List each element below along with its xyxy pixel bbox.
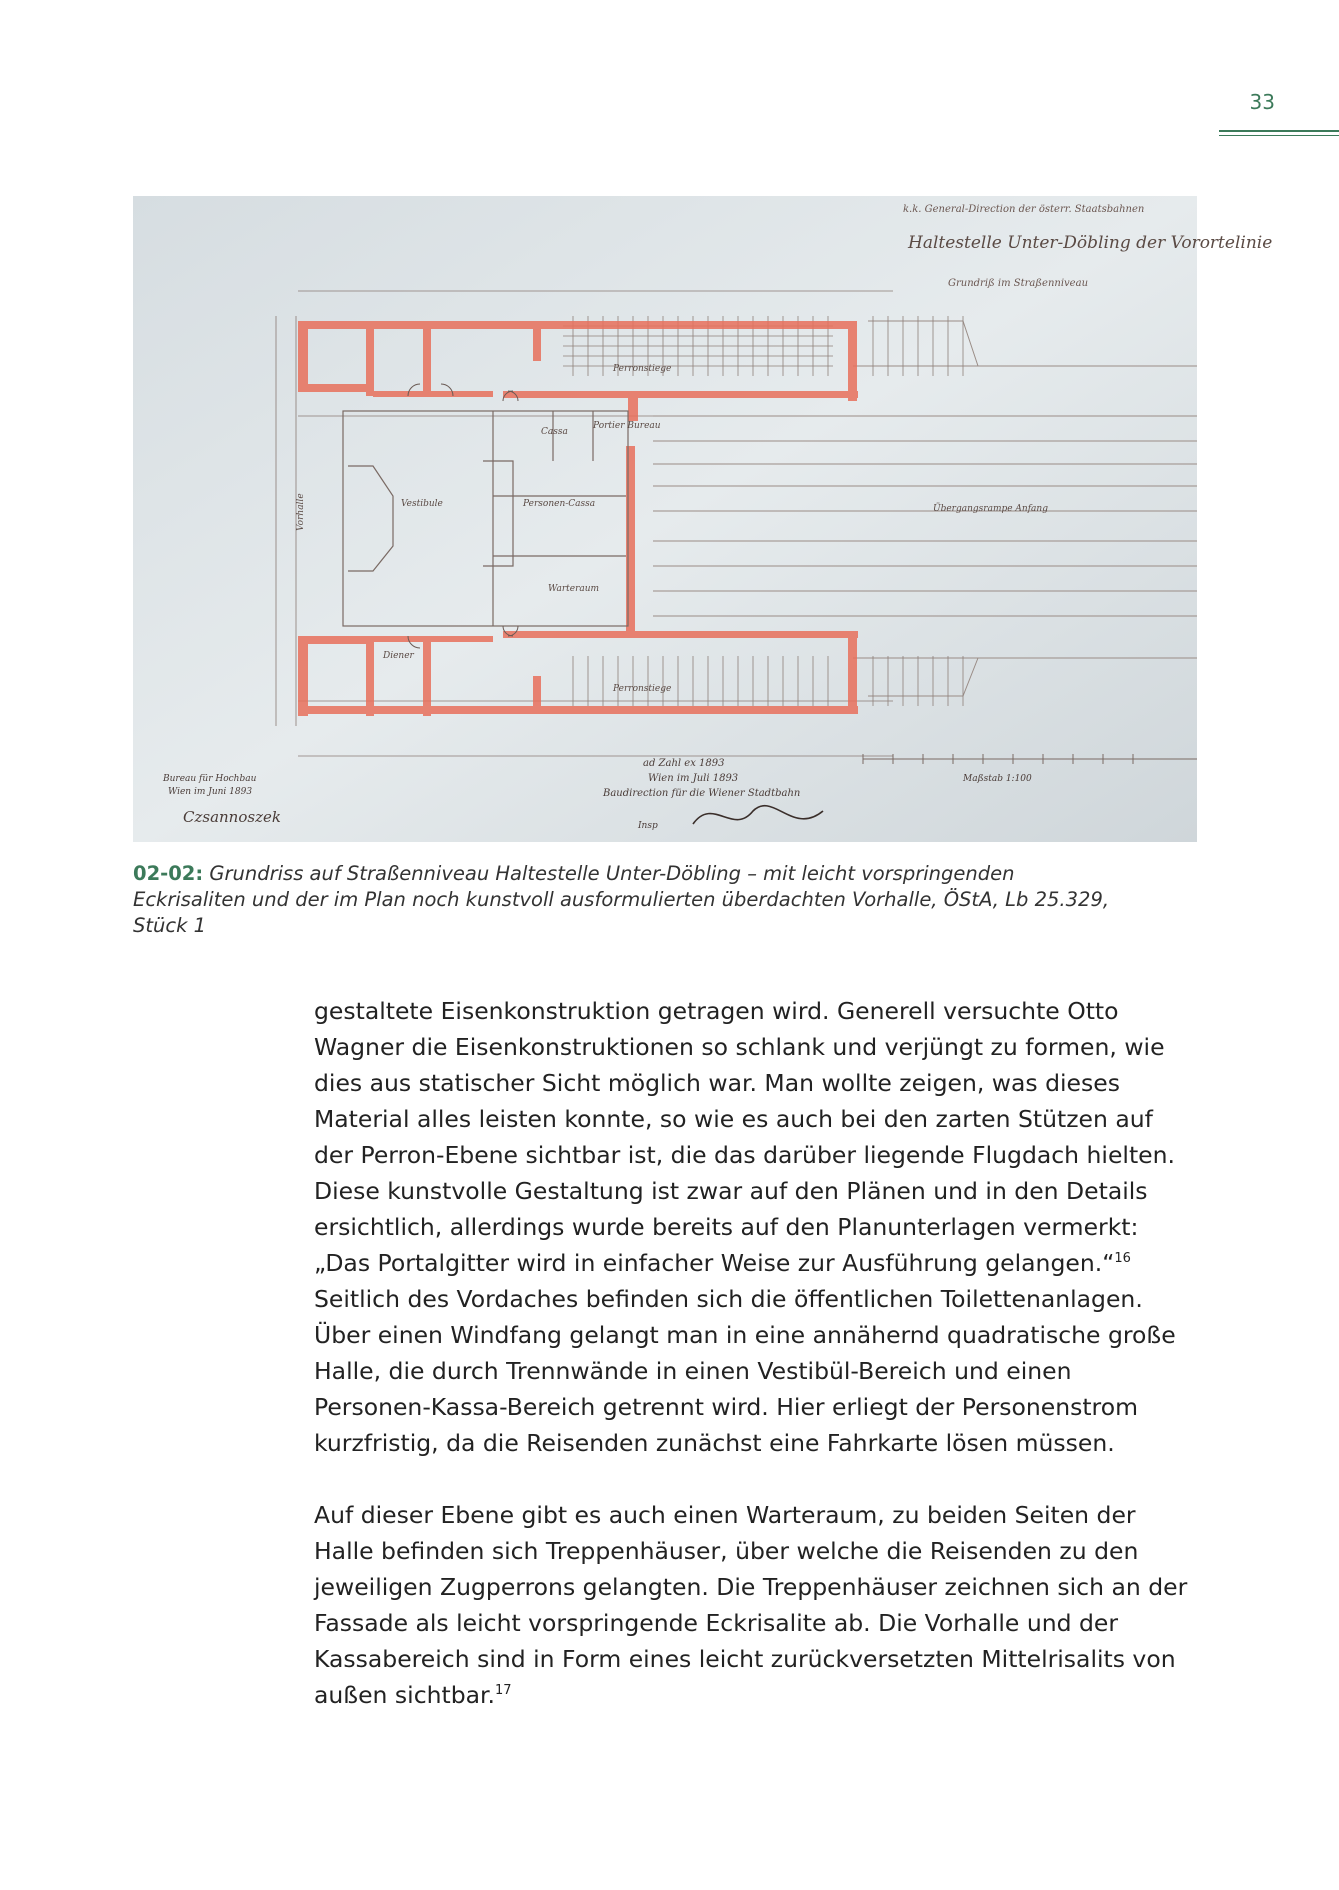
figure-caption (133, 861, 1133, 939)
label-diener: Diener (383, 651, 414, 661)
caption-text: Grundriss auf Straßenniveau Haltestelle Unter-Döbling – mit leicht vorspringenden Eckrisaliten und der im Plan noch kunstvoll ausformulierten überdachten Vorhalle, ÖStA, Lb 25.329, Stück 1 (133, 862, 1110, 937)
floor-plan-figure (133, 196, 1273, 842)
floor-plan-drawing (133, 196, 1273, 842)
paper-background (133, 196, 1197, 842)
page-rule-thin (1219, 135, 1339, 136)
label-personen-cassa: Personen-Cassa (523, 499, 596, 509)
page-rule (1219, 130, 1339, 132)
note-left-2: Wien im Juni 1893 (168, 787, 253, 797)
plan-subtitle: Grundriß im Straßenniveau (948, 278, 1089, 289)
note-center-1: ad Zahl ex 1893 (643, 758, 725, 769)
stamp-line: k.k. General-Direction der österr. Staatsbahnen (903, 204, 1145, 215)
label-uebergang: Übergangsrampe Anfang (933, 504, 1048, 514)
note-center-4: Insp (638, 821, 658, 831)
label-vestibule: Vestibule (401, 499, 443, 509)
paragraph-1-part-a: gestaltete Eisenkonstruktion getragen wird. Generell versuchte Otto Wagner die Eisenkonstruktionen so schlank und verjüngt zu formen, wie dies aus statischer Sicht möglich war. Man wollte zeigen, was dieses Material alles leisten konnte, so wie es auch bei den zarten Stützen auf der Perron-Ebene sichtbar ist, die das darüber liegende Flugdach hielten. Diese kunstvolle Gestaltung ist zwar auf den Plänen und in den Details ersichtlich, allerdings wurde bereits auf den Planunterlagen vermerkt: „Das Portalgitter wird in einfacher Weise zur Ausführung gelangen.“ (314, 997, 1175, 1277)
label-warteraum: Warteraum (548, 584, 600, 594)
label-vorhalle: Vorhalle (296, 493, 306, 531)
note-center-2: Wien im Juli 1893 (648, 773, 739, 784)
body-text (314, 993, 1194, 1713)
label-portier: Portier Bureau (593, 421, 661, 431)
caption-label: 02-02: (133, 862, 204, 885)
paragraph-1-part-b: Seitlich des Vordaches befinden sich die öffentlichen Toilettenanlagen. Über einen Windfang gelangt man in eine annähernd quadratische große Halle, die durch Trennwände in einen Vestibül-Bereich und einen Personen-Kassa-Bereich getrennt wird. Hier erliegt der Personenstrom kurzfristig, da die Reisenden zunächst eine Fahrkarte lösen müssen. (314, 1285, 1176, 1457)
footnote-17: 17 (495, 1683, 512, 1699)
signature-left: Czsannoszek (183, 808, 281, 826)
label-perron-stiege-bottom: Perronstiege (613, 684, 672, 694)
page-number: 33 (1249, 90, 1275, 114)
paragraph-1 (314, 993, 1194, 1461)
plan-title: Haltestelle Unter-Döbling der Vorortelinie (908, 233, 1273, 253)
note-left-1: Bureau für Hochbau (163, 774, 257, 784)
paragraph-2 (314, 1497, 1194, 1713)
label-cassa: Cassa (541, 427, 568, 437)
paragraph-2-text: Auf dieser Ebene gibt es auch einen Warteraum, zu beiden Seiten der Halle befinden sich Treppenhäuser, über welche die Reisenden zu den jeweiligen Zugperrons gelangten. Die Treppenhäuser zeichnen sich an der Fassade als leicht vorspringende Eckrisalite ab. Die Vorhalle und der Kassabereich sind in Form eines leicht zurückversetzten Mittelrisalits von außen sichtbar. (314, 1501, 1188, 1709)
note-center-3: Baudirection für die Wiener Stadtbahn (603, 788, 801, 799)
footnote-16: 16 (1114, 1251, 1131, 1267)
scale-label: Maßstab 1:100 (963, 774, 1032, 784)
label-perron-stiege-top: Perronstiege (613, 364, 672, 374)
